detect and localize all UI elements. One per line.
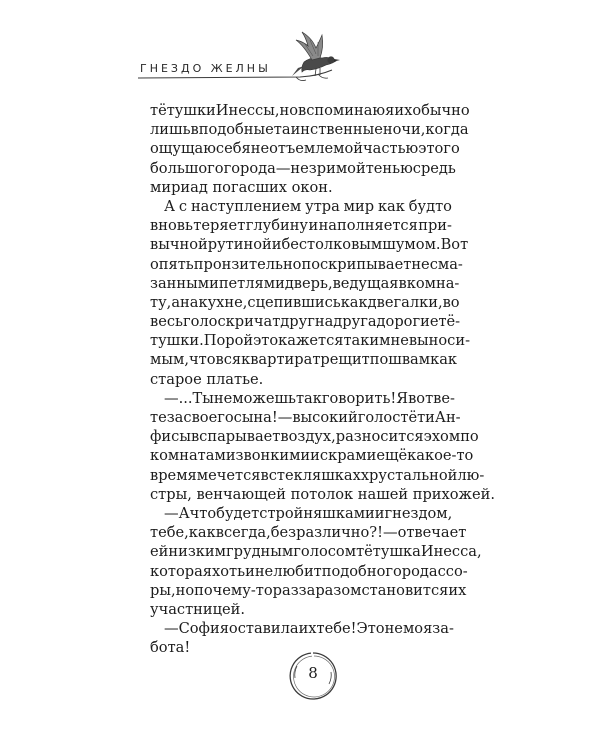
text-line: — София оставила их тебе! Это не моя за- — [164, 620, 454, 638]
text-line: большого города — незримой тенью средь — [150, 159, 456, 177]
page-number: 8 — [308, 664, 318, 682]
text-line: опять пронзительно поскрипывает несма- — [150, 255, 463, 273]
text-line: участницей. — [150, 600, 246, 618]
text-line: — А что будет с тройняшками и гнездом, — [164, 504, 453, 522]
text-line: вычной рутиной и бестолковым шумом. Вот — [150, 236, 469, 254]
text-line: мым, что вся квартира трещит по швам как — [150, 351, 458, 369]
running-header: ГНЕЗДО ЖЕЛНЫ — [140, 62, 271, 75]
text-line: тебе, как всегда, безразлично?! — отвечает — [150, 524, 467, 542]
text-line: А с наступлением утра мир как будто — [164, 197, 452, 215]
body-text — [150, 101, 495, 657]
text-line: те за своего сына! — высокий голос тёти Ан- — [150, 409, 461, 426]
text-line: — ...Ты не можешь так говорить! Я в отве- — [164, 389, 455, 407]
text-line: вновь теряет глубину и наполняется при- — [150, 217, 452, 235]
text-line: стры, венчающей потолок нашей прихожей. — [150, 485, 495, 503]
text-line: тётушки Инессы, но вспоминаю я их обычно — [150, 102, 470, 119]
text-line: комнатам и звонкими искрами ещё какое-то — [150, 447, 474, 465]
text-line: бота! — [150, 639, 191, 657]
text-line: ощущаю себя неотъемлемой частью этого — [150, 140, 460, 158]
text-line: которая хоть и не любит подобного рода ссо- — [150, 562, 468, 580]
text-line: ры, но почему-то раз за разом становится их — [150, 581, 467, 599]
text-line: ей низким грудным голосом тётушка Инесса, — [150, 543, 482, 561]
text-line: ту, а на кухне, сцепившись как две галки, во — [150, 293, 460, 311]
text-line: старое платье. — [150, 370, 264, 388]
text-line: время мечется в стекляшках хрустальной лю- — [150, 466, 485, 484]
text-line: занными петлями дверь, ведущая в комна- — [150, 274, 460, 292]
text-line: весь голос кричат друг на друга дорогие тё- — [150, 313, 461, 331]
text-line: тушки. Порой это кажется таким невыноси- — [150, 332, 471, 350]
text-line: мириад погасших окон. — [150, 178, 333, 196]
text-line: лишь в подобные таинственные ночи, когда — [150, 121, 469, 139]
text-line: фисы вспарывает воздух, разносится эхом по — [150, 428, 479, 446]
